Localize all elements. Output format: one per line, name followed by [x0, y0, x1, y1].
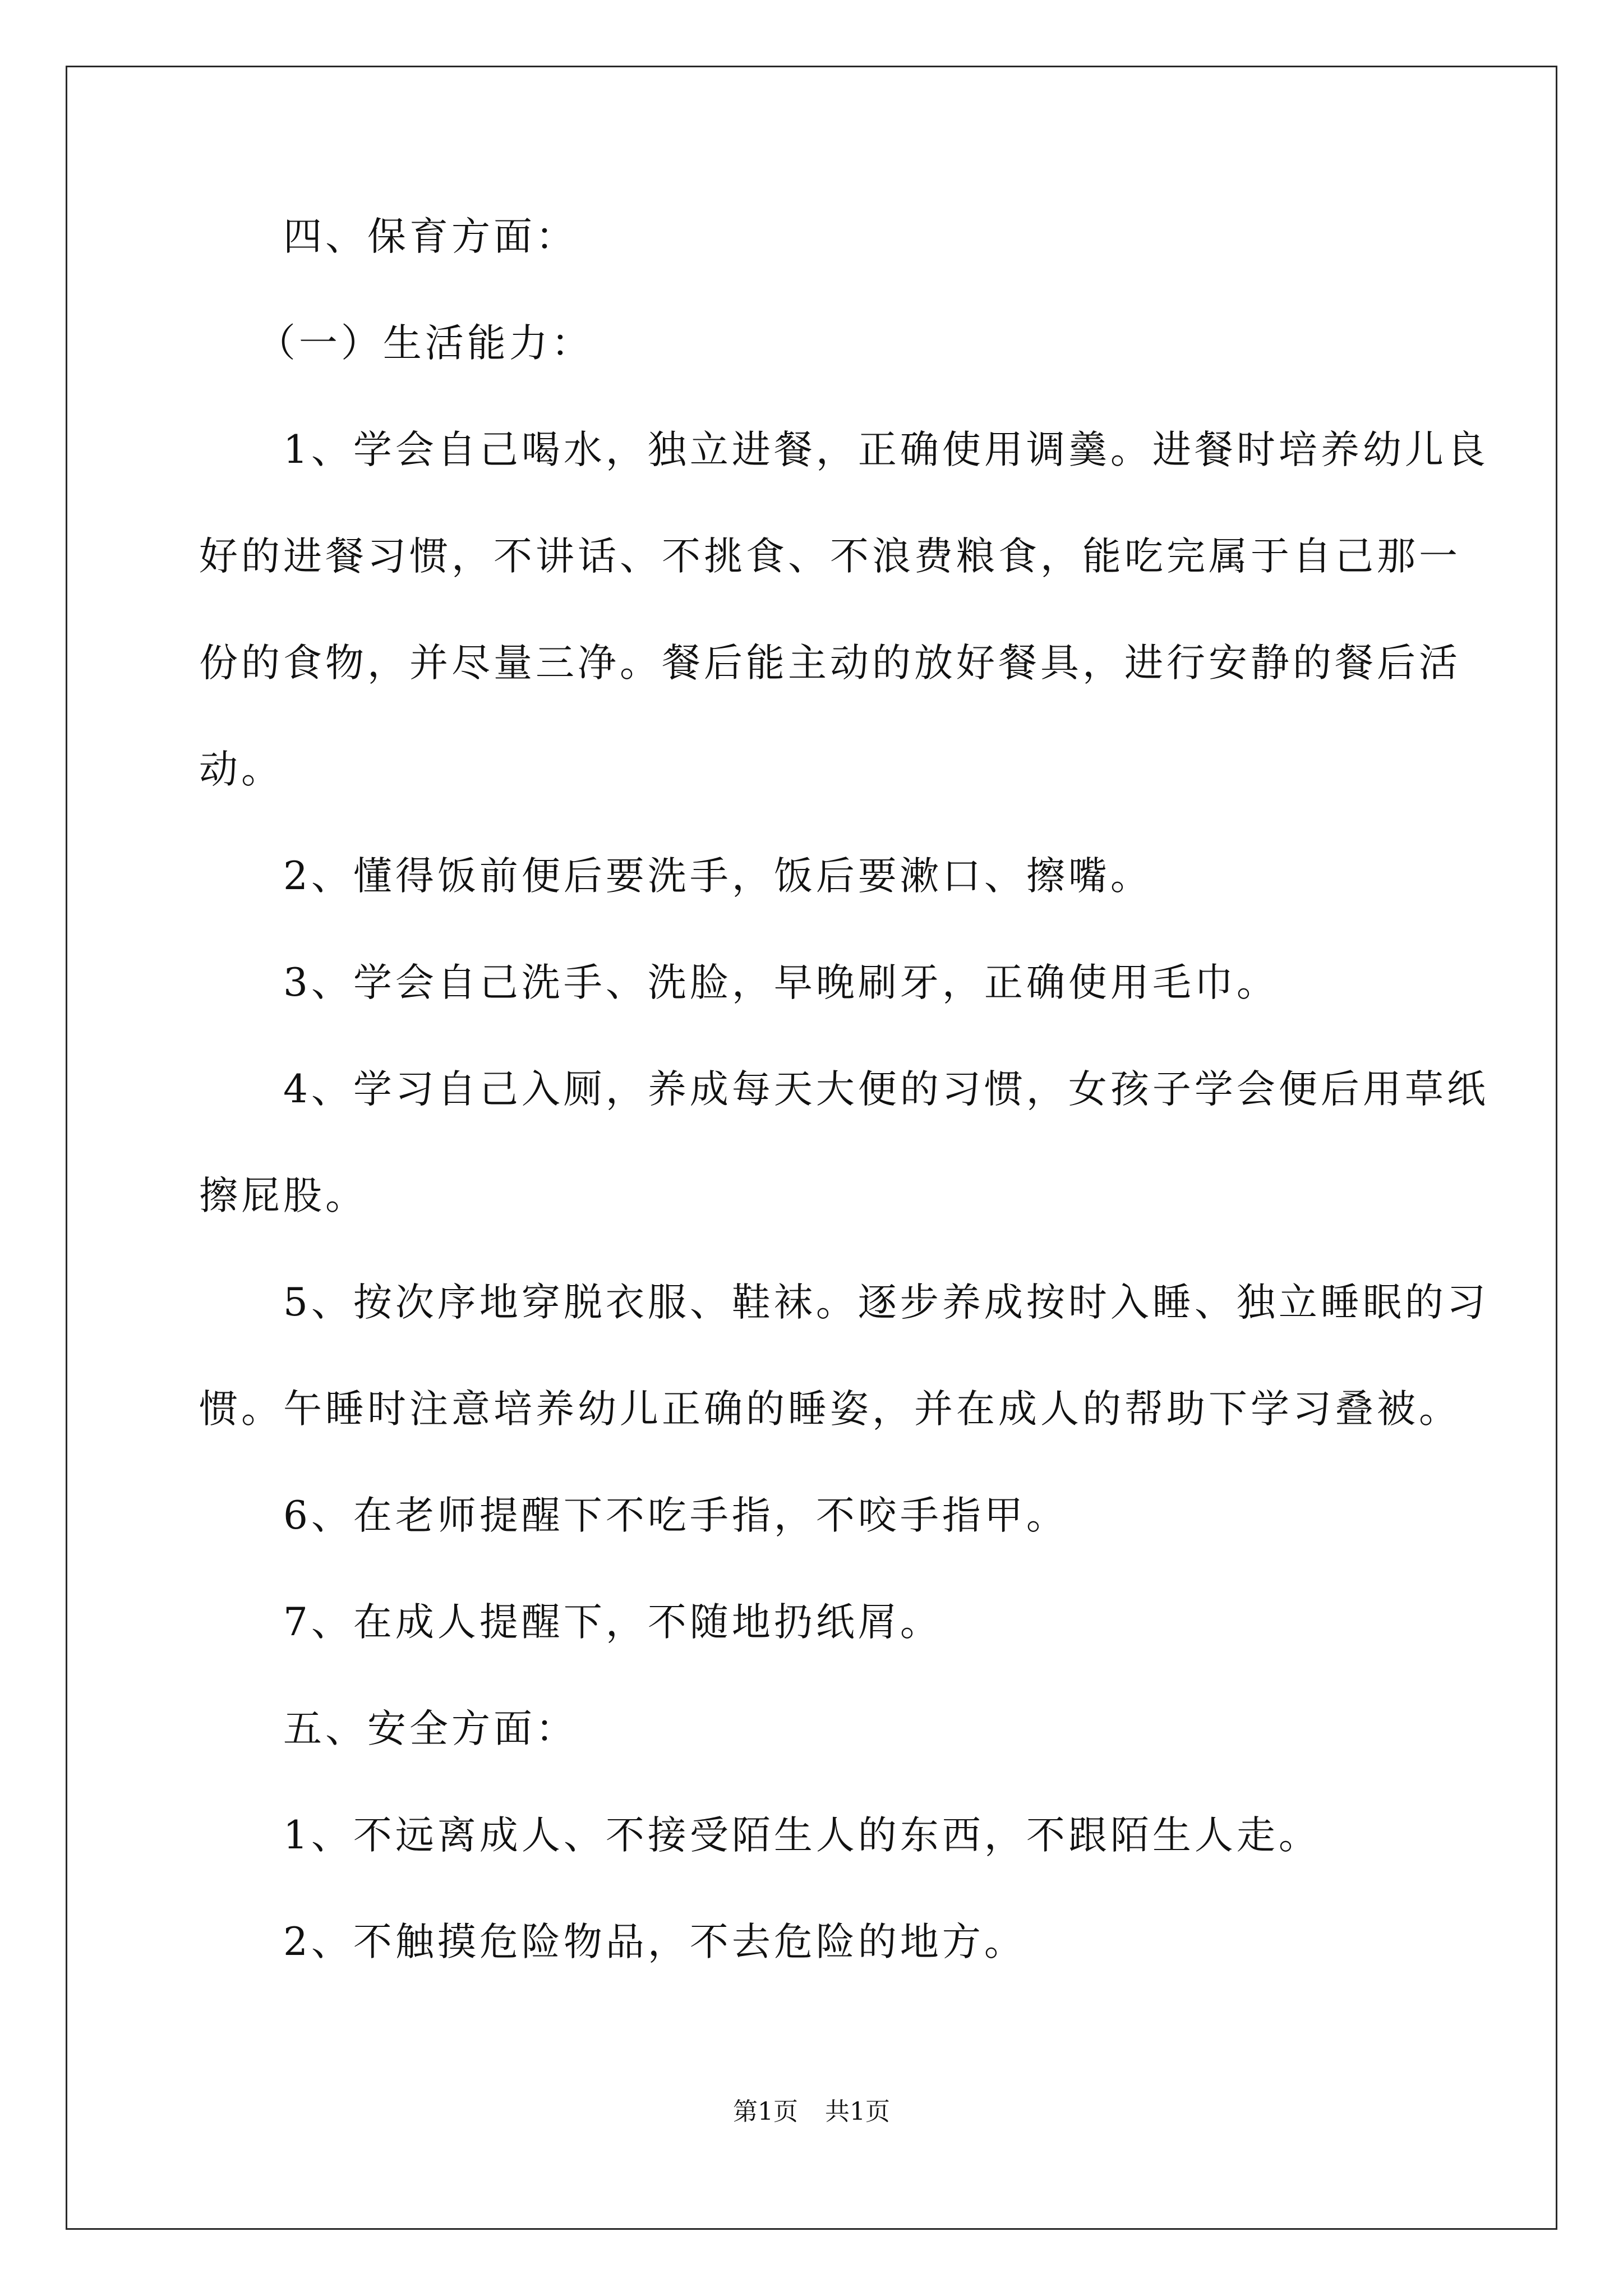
section-heading-care: 四、保育方面：: [199, 214, 578, 259]
paragraph-line: 份的食物，并尽量三净。餐后能主动的放好餐具，进行安静的餐后活: [199, 641, 1461, 685]
paragraph-line: 动。: [199, 747, 283, 792]
page-number: 第1页: [733, 2097, 798, 2126]
paragraph-line: 7、在成人提醒下，不随地扔纸屑。: [199, 1600, 942, 1645]
paragraph-line: 好的进餐习惯，不讲话、不挑食、不浪费粮食，能吃完属于自己那一: [199, 534, 1461, 579]
paragraph-line: 6、在老师提醒下不吃手指，不咬手指甲。: [199, 1493, 1068, 1538]
paragraph-line: 2、不触摸危险物品，不去危险的地方。: [199, 1920, 1026, 1964]
paragraph-line: 惯。午睡时注意培养幼儿正确的睡姿，并在成人的帮助下学习叠被。: [199, 1387, 1461, 1432]
page-footer: [0, 2098, 1623, 2126]
section-heading-safety: 五、安全方面：: [199, 1706, 578, 1751]
paragraph-line: 1、学会自己喝水，独立进餐，正确使用调羹。进餐时培养幼儿良: [199, 427, 1489, 472]
page-border: [66, 66, 1557, 2230]
paragraph-line: 1、不远离成人、不接受陌生人的东西，不跟陌生人走。: [199, 1813, 1321, 1858]
paragraph-line: 4、学习自己入厕，养成每天大便的习惯，女孩子学会便后用草纸: [199, 1067, 1489, 1112]
paragraph-line: 2、懂得饭前便后要洗手，饭后要漱口、擦嘴。: [199, 854, 1152, 899]
paragraph-line: 擦屁股。: [199, 1174, 367, 1218]
page-total: 共1页: [825, 2097, 890, 2126]
subsection-heading-living-skills: （一）生活能力：: [199, 321, 593, 366]
paragraph-line: 5、按次序地穿脱衣服、鞋袜。逐步养成按时入睡、独立睡眠的习: [199, 1280, 1489, 1325]
paragraph-line: 3、学会自己洗手、洗脸，早晚刷牙，正确使用毛巾。: [199, 960, 1279, 1005]
